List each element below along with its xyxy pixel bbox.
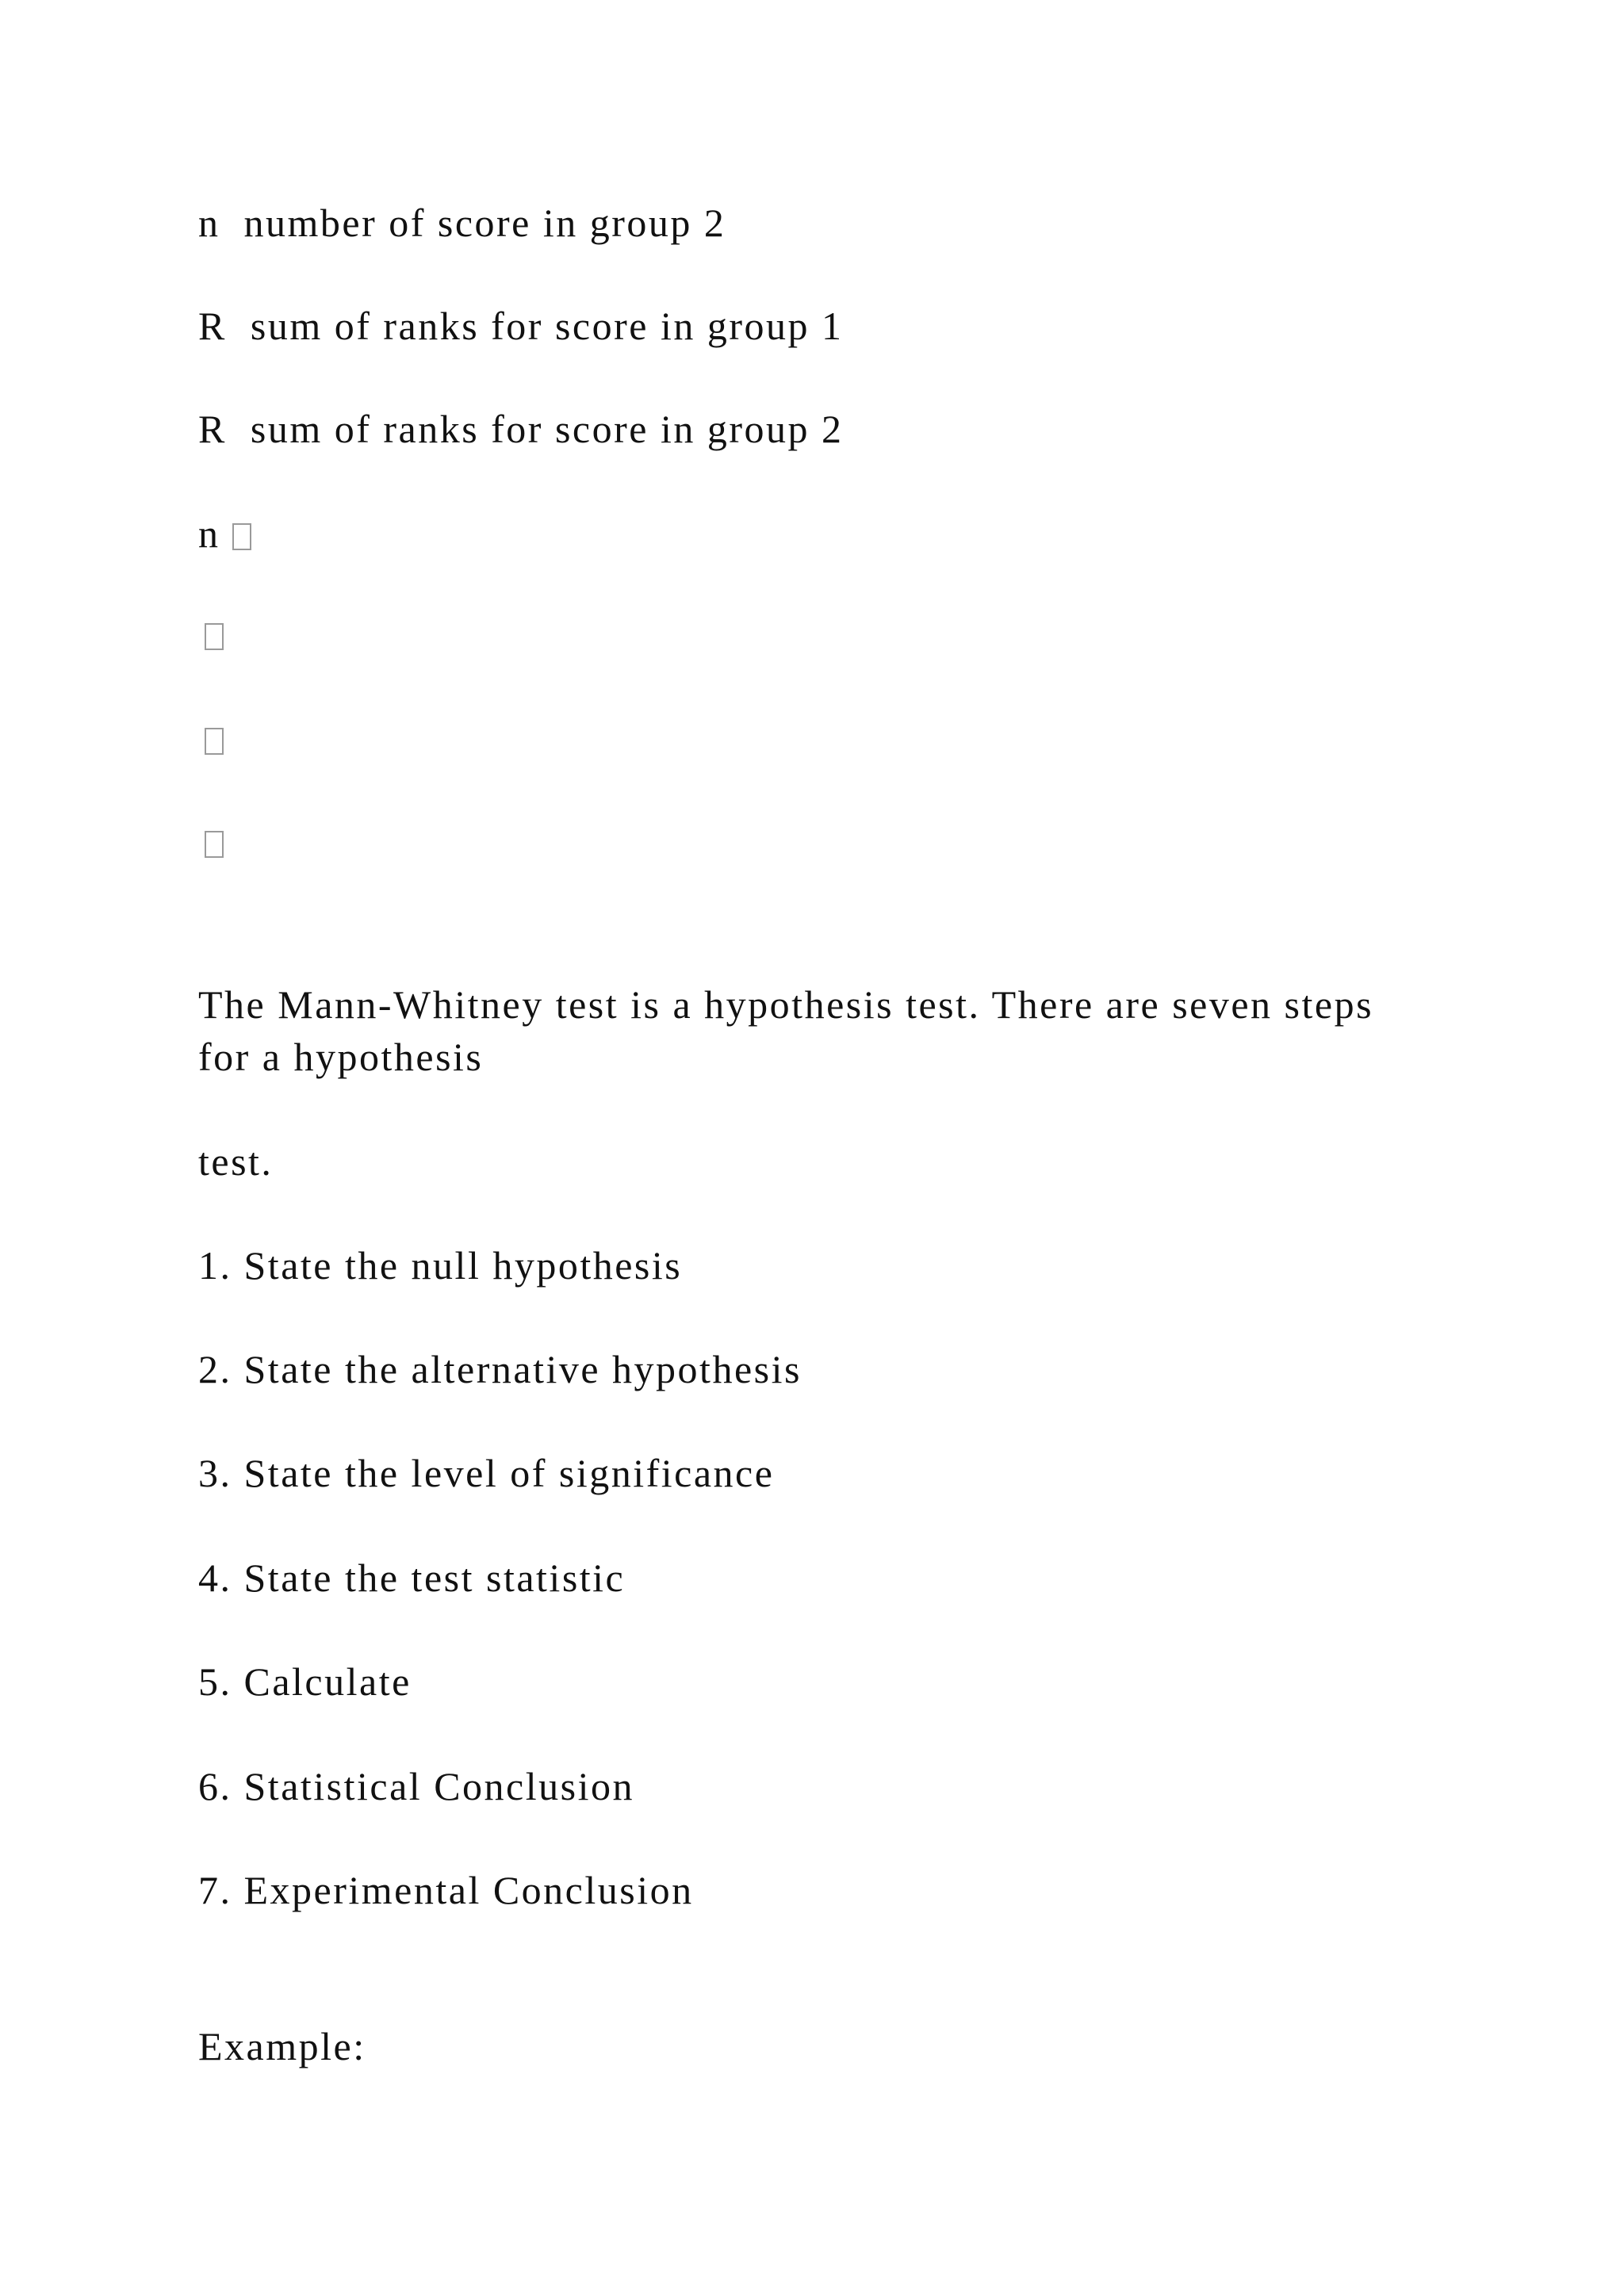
definition-text: sum of ranks for score in group 2 [250,407,844,451]
symbol: n [198,201,220,245]
formula-n-line [198,507,251,560]
definition-r-group1 [198,300,844,352]
symbol: n [198,511,220,556]
intro-continuation: test. [198,1139,274,1184]
step-item-2: 2. State the alternative hypothesis [198,1347,802,1391]
definition-text: sum of ranks for score in group 1 [250,304,844,348]
intro-paragraph: The Mann-Whitney test is a hypothesis test. There are seven steps for a hypothesis [198,982,1374,1079]
step-item-7: 7. Experimental Conclusion [198,1868,694,1912]
step-item-6: 6. Statistical Conclusion [198,1764,634,1808]
step-item-3: 3. State the level of significance [198,1451,775,1495]
definition-text: number of score in group 2 [243,201,726,245]
missing-glyph-icon [205,623,224,650]
missing-glyph-icon [232,523,251,550]
step-item-1: 1. State the null hypothesis [198,1243,683,1288]
missing-glyph-icon [205,728,224,755]
symbol: R [198,304,227,348]
formula-placeholder-2 [205,728,224,756]
step-item-5: 5. Calculate [198,1659,412,1704]
formula-placeholder-3 [205,831,224,859]
example-heading: Example: [198,2024,366,2068]
missing-glyph-icon [205,831,224,858]
formula-placeholder-1 [205,623,224,651]
definition-n-group2 [198,197,726,249]
step-item-4: 4. State the test statistic [198,1556,626,1600]
definition-r-group2 [198,403,844,455]
symbol: R [198,407,227,451]
